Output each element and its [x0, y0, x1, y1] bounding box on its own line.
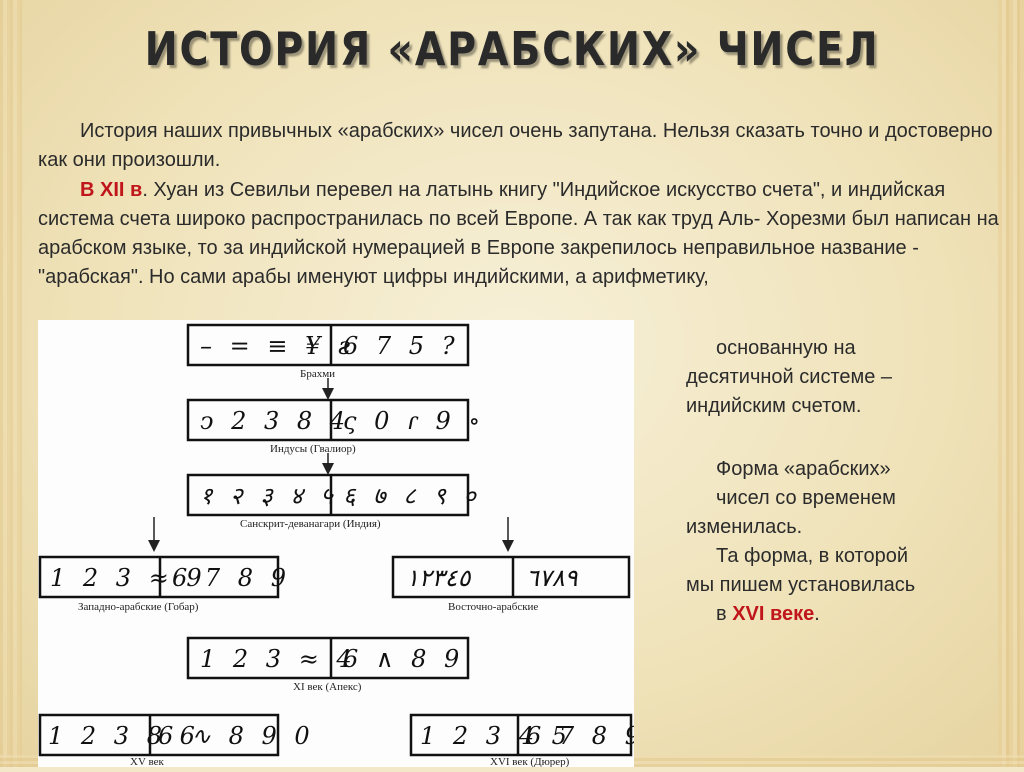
xi-century-right-digits: 6 ∧ 8 9 — [343, 645, 465, 673]
indus-left-digits: ↄ 2 3 8 4 — [200, 407, 351, 435]
east-arabic-caption: Восточно-арабские — [448, 601, 539, 613]
brahmi-right-digits: 6 7 5 ? — [343, 332, 460, 360]
side2-line-2: чисел со временем — [716, 487, 896, 509]
paper-edge-left — [0, 0, 22, 767]
west-arabic-right-digits: 6 7 8 9 — [172, 564, 291, 592]
side2-prefix: в — [716, 603, 733, 625]
east-arabic-left-digits: ١٢٣٤٥ — [406, 564, 471, 592]
side-text-form-change — [686, 455, 1016, 629]
side1-line-3: индийским счетом. — [686, 395, 862, 417]
numeral-evolution-diagram — [38, 320, 634, 767]
intro-paragraph — [38, 117, 1013, 175]
indus-right-digits: ς 0 ɾ 9 ∘ — [343, 407, 486, 435]
indus-caption: Индусы (Гвалиор) — [270, 443, 356, 455]
sanskrit-left-digits: १ २ ३ ४ ५ — [200, 482, 338, 510]
history-paragraph — [38, 176, 1013, 292]
west-arabic-caption: Западно-арабские (Гобар) — [78, 601, 199, 613]
century-highlight: В XII в — [80, 179, 143, 201]
side2-line-4: Та форма, в которой — [716, 545, 909, 567]
history-text: . Хуан из Севильи перевел на латынь книгу "Индийское искусство счета", и индийская система счета широко распространилась по всей Европе. А так как труд Аль- Хорезми был написан на арабском языке, то за индийской нумерацией в Европе закрепилось неправильное название - "арабская". Но сами арабы именуют цифры индийскими, а арифметику, — [38, 179, 999, 288]
east-arabic-right-digits: ٦٧٨٩ — [526, 564, 578, 592]
xvi-century-right-digits: 6 7 8 — [526, 722, 613, 750]
side1-line-2: десятичной системе – — [686, 366, 893, 388]
sanskrit-right-digits: ६ ७ ८ ९ ० — [343, 482, 481, 510]
brahmi-left-digits: – = ≡ ¥ ƨ — [200, 332, 356, 360]
xv-century-right-digits: 6 ∿ 8 9 0 — [158, 722, 315, 750]
side2-suffix: . — [814, 603, 820, 625]
side2-line-5: мы пишем установилась — [686, 574, 916, 596]
side2-line-3: изменилась. — [686, 516, 803, 538]
side2-line-1: Форма «арабских» — [716, 458, 891, 480]
side-text-decimal — [686, 334, 1016, 421]
xvi-century-left-digits: 1 2 3 4 5 — [420, 722, 572, 750]
side1-line-1: основанную на — [716, 337, 856, 359]
xvi-century-caption: XVI век (Дюрер) — [490, 756, 570, 767]
side2-line-6 — [686, 600, 1016, 629]
brahmi-caption: Брахми — [300, 368, 336, 380]
west-arabic-left-digits: 1 2 3 ≈ 9 — [50, 564, 207, 592]
xv-century-left-digits: 1 2 3 8 6 — [48, 722, 200, 750]
sanskrit-caption: Санскрит-деванагари (Индия) — [240, 518, 381, 530]
intro-text: История наших привычных «арабских» чисел очень запутана. Нельзя сказать точно и достоверно как они произошли. — [38, 120, 993, 171]
xi-century-caption: XI век (Апекс) — [293, 681, 362, 693]
xvi-century-highlight: XVI веке — [732, 603, 815, 625]
xi-century-left-digits: 1 2 3 ≈ 4 — [200, 645, 357, 673]
xv-century-caption: XV век — [130, 756, 164, 767]
slide-title: ИСТОРИЯ «АРАБСКИХ» ЧИСЕЛ — [144, 22, 880, 76]
